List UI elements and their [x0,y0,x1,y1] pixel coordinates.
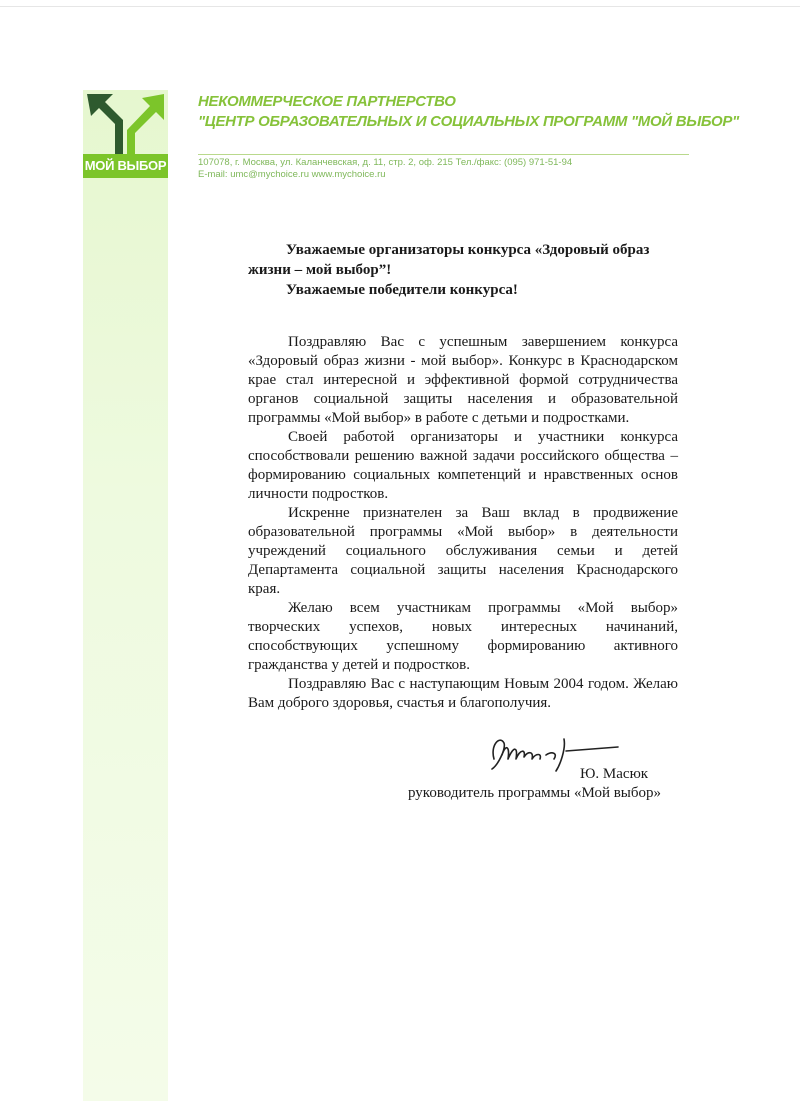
greeting-line-1: Уважаемые организаторы конкурса «Здоровый образ [286,242,650,258]
paragraph-4: Желаю всем участникам программы «Мой выбор» творческих успехов, новых интересных начинаний, способствующих успешному формированию активного гражданства у детей и подростков. [248,600,678,673]
letter-body [248,333,678,713]
signatory-name: Ю. Масюк [580,766,649,782]
paragraph-1: Поздравляю Вас с успешным завершением конкурса «Здоровый образ жизни - мой выбор». Конкурс в Краснодарском крае стал интересной и эффективной формой сотрудничества органов социальной защиты населения и образовательной программы «Мой выбор» в работе с детьми и подростками. [248,334,678,426]
greeting [248,240,688,300]
contact-info [198,157,698,181]
signatory-role: руководитель программы «Мой выбор» [408,785,662,801]
letterhead-divider [198,154,689,155]
scan-edge-line [0,6,800,7]
paragraph-5: Поздравляю Вас с наступающим Новым 2004 годом. Желаю Вам доброго здоровья, счастья и благополучия. [248,676,678,711]
paragraph-3: Искренне признателен за Ваш вклад в продвижение образовательной программы «Мой выбор» в деятельности учреждений социального обслуживания семьи и детей Департамента социальной защиты населения Краснодарского края. [248,505,678,597]
greeting-line-2: жизни – мой выбор”! [248,262,392,278]
org-title-line-2: "ЦЕНТР ОБРАЗОВАТЕЛЬНЫХ И СОЦИАЛЬНЫХ ПРОГРАММ "МОЙ ВЫБОР" [198,113,739,130]
org-title-line-1: НЕКОММЕРЧЕСКОЕ ПАРТНЕРСТВО [198,93,456,110]
logo-caption: МОЙ ВЫБОР [83,154,168,178]
organization-title [198,92,758,132]
greeting-line-3: Уважаемые победители конкурса! [286,282,518,298]
address-line: 107078, г. Москва, ул. Каланчевская, д. 11, стр. 2, оф. 215 Тел./факс: (095) 971-51-94 [198,157,573,168]
letterhead-green-band [83,90,168,1101]
email-web-line: E-mail: umc@mychoice.ru www.mychoice.ru [198,169,386,180]
paragraph-2: Своей работой организаторы и участники конкурса способствовали решению важной задачи российского общества – формированию социальных компетенций и нравственных основ личности подростков. [248,429,678,502]
